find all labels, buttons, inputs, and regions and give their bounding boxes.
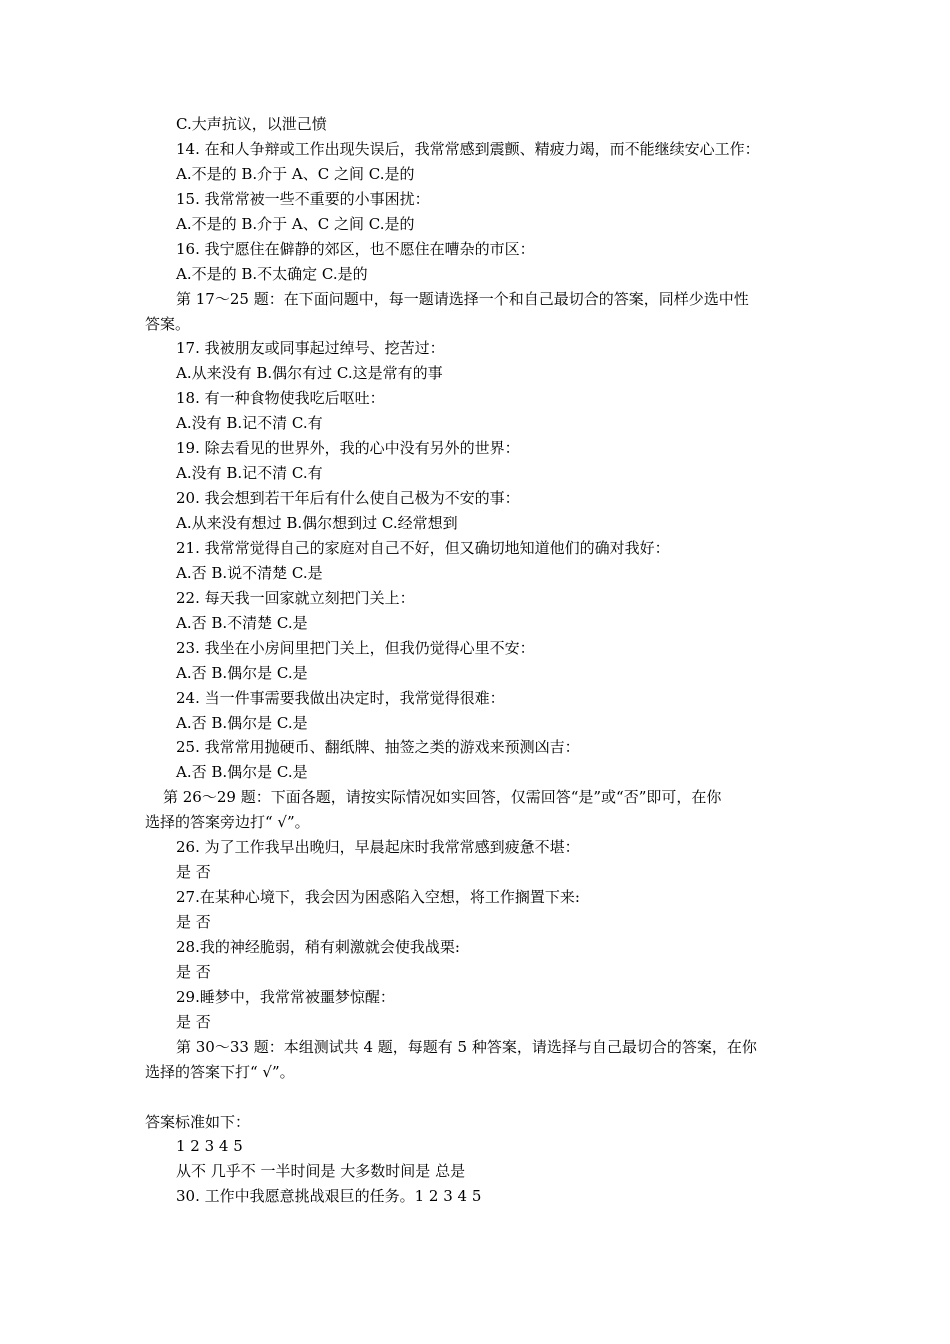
- option-line: A.否 B.偶尔是 C.是: [176, 713, 308, 732]
- question-line: 27.在某种心境下，我会因为困惑陷入空想，将工作搁置下来:: [176, 888, 580, 907]
- section-instruction-cont: 选择的答案旁边打“ √”。: [145, 813, 310, 832]
- question-line: 14. 在和人争辩或工作出现失误后，我常常感到震颤、精疲力竭，而不能继续安心工作：: [176, 139, 760, 158]
- question-line: 18. 有一种食物使我吃后呕吐：: [176, 389, 385, 408]
- question-line: 28.我的神经脆弱，稍有刺激就会使我战栗:: [176, 937, 460, 956]
- scale-numbers: 1 2 3 4 5: [176, 1137, 243, 1156]
- option-line: A.否 B.说不清楚 C.是: [176, 563, 323, 582]
- blank-line: [0, 1085, 950, 1110]
- section-instruction: 第 17～25 题：在下面问题中，每一题请选择一个和自己最切合的答案，同样少选中性: [176, 289, 749, 308]
- question-line: 23. 我坐在小房间里把门关上，但我仍觉得心里不安：: [176, 638, 535, 657]
- scale-heading: 答案标准如下：: [145, 1112, 251, 1131]
- option-line: A.不是的 B.不太确定 C.是的: [176, 264, 368, 283]
- question-line: 20. 我会想到若干年后有什么使自己极为不安的事：: [176, 489, 520, 508]
- question-line: 29.睡梦中，我常常被噩梦惊醒：: [176, 987, 395, 1006]
- section-instruction: 第 26～29 题：下面各题，请按实际情况如实回答，仅需回答“是”或“否”即可，在你: [163, 788, 722, 807]
- option-line: A.否 B.不清楚 C.是: [176, 613, 308, 632]
- option-line: 是 否: [176, 913, 211, 931]
- question-line: 22. 每天我一回家就立刻把门关上：: [176, 588, 415, 607]
- question-line: 15. 我常常被一些不重要的小事困扰：: [176, 189, 430, 208]
- question-line: 25. 我常常用抛硬币、翻纸牌、抽签之类的游戏来预测凶吉：: [176, 738, 580, 757]
- document-page: [0, 112, 950, 1209]
- question-line: 26. 为了工作我早出晚归，早晨起床时我常常感到疲惫不堪：: [176, 838, 580, 857]
- option-line: A.从来没有 B.偶尔有过 C.这是常有的事: [176, 364, 443, 383]
- question-line: 24. 当一件事需要我做出决定时，我常觉得很难：: [176, 688, 505, 707]
- question-line: 30. 工作中我愿意挑战艰巨的任务。1 2 3 4 5: [176, 1187, 482, 1206]
- option-line: 是 否: [176, 1012, 211, 1031]
- option-line: A.不是的 B.介于 A、C 之间 C.是的: [176, 164, 415, 183]
- question-line: 16. 我宁愿住在僻静的郊区，也不愿住在嘈杂的市区：: [176, 239, 535, 258]
- option-line: A.否 B.偶尔是 C.是: [176, 663, 308, 682]
- section-instruction-cont: 选择的答案下打“ √”。: [145, 1062, 295, 1081]
- option-line: A.没有 B.记不清 C.有: [176, 414, 323, 433]
- section-instruction-cont: 答案。: [145, 314, 191, 333]
- option-line: A.否 B.偶尔是 C.是: [176, 763, 308, 782]
- scale-labels: 从不 几乎不 一半时间是 大多数时间是 总是: [176, 1162, 466, 1181]
- option-line: A.不是的 B.介于 A、C 之间 C.是的: [176, 214, 415, 233]
- question-line: 19. 除去看见的世界外，我的心中没有另外的世界：: [176, 439, 520, 458]
- option-line: A.从来没有想过 B.偶尔想到过 C.经常想到: [176, 514, 458, 532]
- question-line: 17. 我被朋友或同事起过绰号、挖苦过：: [176, 339, 445, 358]
- option-line: A.没有 B.记不清 C.有: [176, 464, 323, 483]
- option-line: C.大声抗议，以泄己愤: [176, 115, 327, 133]
- question-line: 21. 我常常觉得自己的家庭对自己不好，但又确切地知道他们的确对我好：: [176, 538, 670, 557]
- option-line: 是 否: [176, 863, 211, 882]
- option-line: 是 否: [176, 962, 211, 981]
- section-instruction: 第 30～33 题：本组测试共 4 题，每题有 5 种答案，请选择与自己最切合的答案，在你: [176, 1037, 757, 1056]
